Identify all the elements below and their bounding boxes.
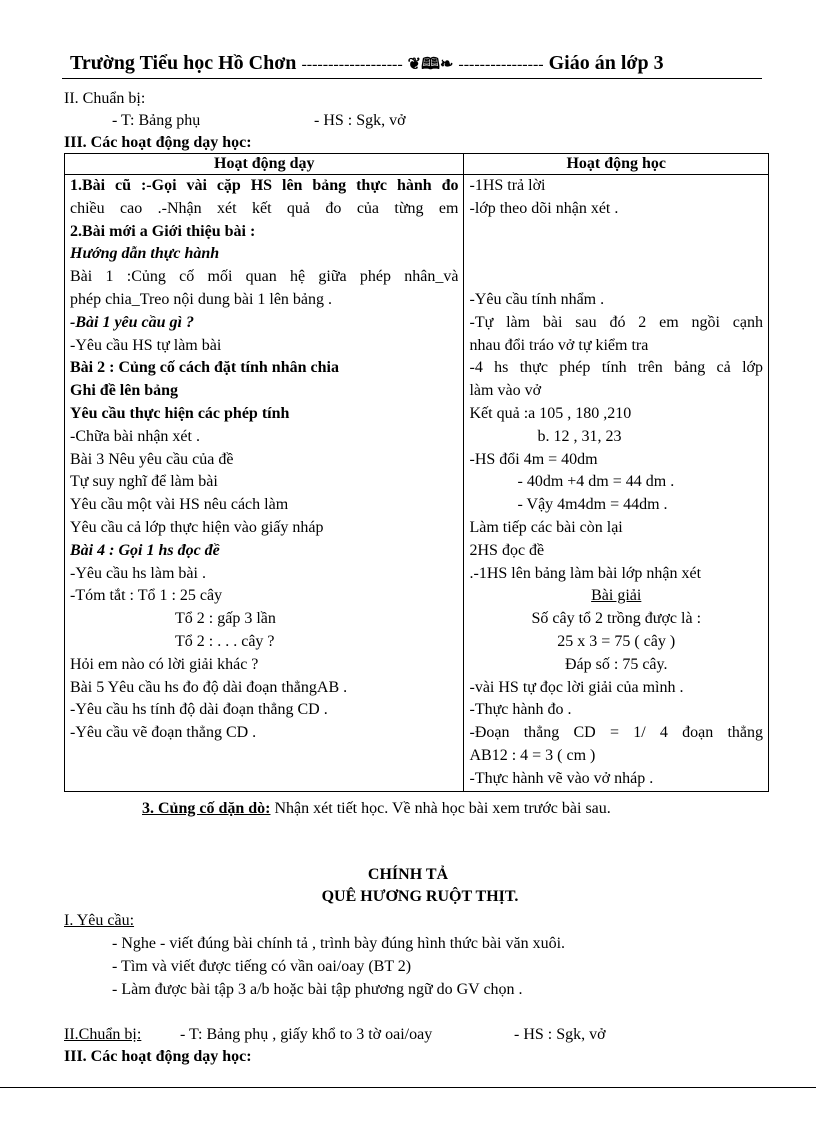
teach-line: -Yêu cầu hs làm bài . — [70, 564, 206, 582]
teach-line: -Yêu cầu vẽ đoạn thẳng CD . — [70, 724, 257, 742]
lesson2-title: QUÊ HƯƠNG RUỘT THỊT. — [321, 888, 519, 905]
teach-line: 1.Bài cũ :-Gọi vài cặp HS lên bảng thực hành đo — [70, 177, 459, 194]
requirement-item: - Làm được bài tập 3 a/b hoặc bài tập phương ngữ do GV chọn . — [112, 981, 523, 998]
teach-line: Yêu cầu cả lớp thực hiện vào giấy nháp — [70, 518, 324, 536]
lesson2-subject: CHÍNH TẢ — [367, 866, 449, 883]
col-teach-header: Hoạt động dạy — [65, 154, 464, 175]
learn-line — [469, 221, 763, 244]
teach-line: -Tóm tắt : Tổ 1 : 25 cây — [70, 587, 223, 605]
teach-line: 2.Bài mới a Giới thiệu bài : — [70, 222, 256, 240]
teach-line: Hướng dẫn thực hành — [70, 245, 220, 263]
teach-line: -Yêu cầu hs tính độ dài đoạn thẳng CD . — [70, 701, 328, 719]
teach-line: Ghi đề lên bảng — [70, 382, 179, 400]
learn-line: Số cây tổ 2 trồng được là : — [531, 610, 702, 628]
teach-line: Hỏi em nào có lời giải khác ? — [70, 655, 259, 673]
teach-line: Bài 2 : Củng cố cách đặt tính nhân chia — [70, 359, 339, 377]
page-header — [70, 52, 750, 80]
teach-line: Yêu cầu thực hiện các phép tính — [70, 404, 290, 422]
lesson2-req-title-text: I. Yêu cầu: — [64, 912, 135, 929]
learn-line: Bài giải — [591, 587, 642, 605]
lesson2-prep-student: - HS : Sgk, vở — [514, 1026, 606, 1043]
lesson2-prep-title: II.Chuẩn bị: — [64, 1026, 142, 1043]
consolidation-line — [142, 800, 611, 818]
col-learn-header: Hoạt động học — [464, 154, 769, 175]
header-dashes-right: ---------------- — [458, 56, 544, 73]
learn-line: AB12 : 4 = 3 ( cm ) — [469, 746, 596, 764]
lesson-table — [64, 153, 769, 792]
learn-line: -vài HS tự đọc lời giải của mình . — [469, 678, 684, 696]
learn-line: Làm tiếp các bài còn lại — [469, 518, 623, 536]
teach-line: -Bài 1 yêu cầu gì ? — [70, 313, 194, 331]
lesson2-activities-title: III. Các hoạt động dạy học: — [64, 1048, 252, 1065]
header-divider — [62, 78, 762, 79]
header-dashes-left: ------------------- — [301, 56, 403, 73]
learn-line — [469, 266, 763, 289]
teach-line: phép chia_Treo nội dung bài 1 lên bảng . — [70, 290, 333, 308]
lesson2-prep — [64, 1026, 141, 1044]
learn-line: - Vậy 4m4dm = 44dm . — [517, 496, 668, 514]
consolidation-text: Nhận xét tiết học. Về nhà học bài xem trước bài sau. — [274, 800, 611, 817]
teach-line: chiều cao .-Nhận xét kết quả đo của từng em — [70, 199, 459, 217]
section2-title — [64, 90, 145, 108]
requirement-item: - Nghe - viết đúng bài chính tả , trình bày đúng hình thức bài văn xuôi. — [112, 935, 566, 952]
teach-line: -Chữa bài nhận xét . — [70, 427, 200, 445]
school-name: Trường Tiểu học Hồ Chơn — [70, 52, 297, 74]
learn-line: làm vào vở — [469, 382, 542, 400]
learn-line — [469, 243, 763, 266]
learn-line: .-1HS lên bảng làm bài lớp nhận xét — [469, 564, 702, 582]
section2-title-text: II. Chuẩn bị: — [64, 90, 146, 107]
grade-label: Giáo án lớp 3 — [548, 52, 664, 74]
teach-line: -Yêu cầu HS tự làm bài — [70, 336, 222, 354]
learn-line: -HS đổi 4m = 40dm — [469, 450, 598, 468]
learn-line: Kết quả :a 105 , 180 ,210 — [469, 404, 632, 422]
learn-line: -4 hs thực phép tính trên bảng cả lớp — [469, 359, 763, 377]
learn-line: -Thực hành đo . — [469, 701, 572, 719]
learn-line: - 40dm +4 dm = 44 dm . — [517, 473, 675, 491]
learn-line: 25 x 3 = 75 ( cây ) — [557, 632, 676, 650]
lesson2-req-title — [64, 912, 134, 930]
section2-teacher: - T: Bảng phụ — [112, 112, 201, 129]
learn-line: -Tự làm bài sau đó 2 em ngồi cạnh — [469, 313, 763, 331]
learn-line: b. 12 , 31, 23 — [537, 427, 622, 445]
learn-line: -Yêu cầu tính nhẩm . — [469, 290, 605, 308]
requirement-item: - Tìm và viết được tiếng có vần oai/oay (BT 2) — [112, 958, 412, 975]
teach-line: Yêu cầu một vài HS nêu cách làm — [70, 496, 289, 514]
table-body-row — [65, 175, 769, 792]
teach-line: Tổ 2 : gấp 3 lần — [175, 610, 276, 628]
teach-line: Bài 3 Nêu yêu cầu của đề — [70, 450, 234, 468]
section3-title: III. Các hoạt động dạy học: — [64, 134, 252, 151]
teach-line: Bài 1 :Củng cố mối quan hệ giữa phép nhân_và — [70, 268, 459, 286]
learn-line: Đáp số : 75 cây. — [564, 655, 668, 673]
learn-column — [464, 175, 769, 792]
learn-line: 2HS đọc đề — [469, 541, 545, 559]
lesson2-prep-teacher: - T: Bảng phụ , giấy khổ to 3 tờ oai/oay — [180, 1026, 433, 1043]
teach-line: Tự suy nghĩ để làm bài — [70, 473, 218, 491]
teach-line: Tổ 2 : . . . cây ? — [175, 632, 275, 650]
learn-line: -Thực hành vẽ vào vở nháp . — [469, 769, 654, 787]
teach-line: Bài 4 : Gọi 1 hs đọc đề — [70, 541, 220, 559]
learn-line: -lớp theo dõi nhận xét . — [469, 199, 619, 217]
learn-line: nhau đổi tráo vở tự kiểm tra — [469, 336, 649, 354]
ornament-icon: ❦🕮❧ — [407, 56, 454, 73]
page-bottom-divider — [0, 1087, 816, 1088]
learn-line: -Đoạn thẳng CD = 1/ 4 đoạn thẳng — [469, 724, 763, 742]
table-header-row — [65, 154, 769, 175]
consolidation-label: 3. Củng cố dặn dò: — [142, 800, 271, 817]
section2-student: - HS : Sgk, vở — [314, 112, 406, 129]
learn-line: -1HS trả lời — [469, 177, 546, 194]
teach-line: Bài 5 Yêu cầu hs đo độ dài đoạn thẳngAB . — [70, 678, 348, 696]
teach-column — [65, 175, 464, 792]
